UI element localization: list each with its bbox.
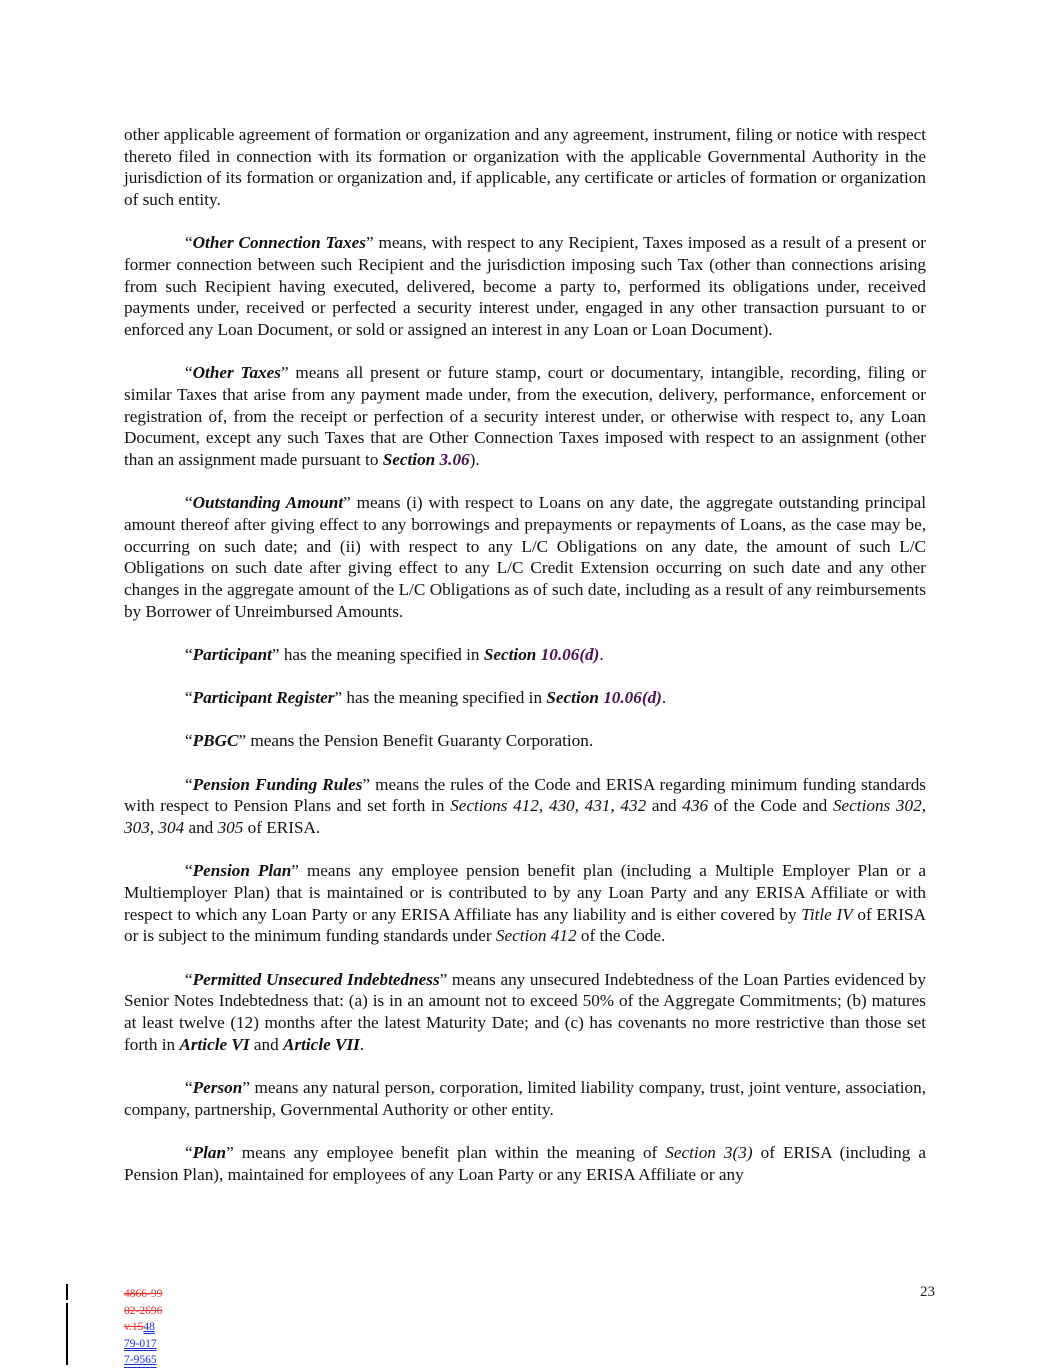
section-label: Section	[382, 450, 440, 470]
statutory-reference: 430	[548, 796, 575, 816]
body-text: “	[185, 1142, 193, 1162]
body-text: “	[185, 493, 193, 513]
body-text: “	[185, 1077, 193, 1097]
definition-pension-plan	[124, 860, 926, 947]
definition-formation-continuation	[124, 124, 926, 211]
deleted-text: 4866-99	[124, 1288, 163, 1300]
body-text: ,	[149, 818, 159, 838]
definition-plan	[124, 1142, 926, 1185]
defined-term: PBGC	[192, 731, 239, 751]
defined-term: Outstanding Amount	[192, 493, 344, 513]
body-text: of the Code and	[708, 796, 833, 816]
body-text: “	[185, 731, 193, 751]
body-text: ,	[538, 796, 549, 816]
body-text: ” means any employee pension benefit plan (including a Multiple Employer Plan or a Multiemployer Plan) that is maintained or is contributed to by any Loan Party and any ERISA Affiliate or with respect to which any Loan Party or any ERISA Affiliate has any liability and is either covered by	[124, 861, 926, 924]
body-text: and	[249, 1034, 283, 1054]
change-bar-top	[66, 1284, 68, 1300]
section-cross-reference-link[interactable]: 10.06(d)	[603, 688, 662, 708]
deleted-text: 02-2696	[124, 1304, 163, 1317]
body-text: of ERISA (including a Pension Plan), maintained for employees of any Loan Party or any ERISA Affiliate or any	[124, 1142, 926, 1184]
definition-other-connection-taxes	[124, 232, 926, 341]
doc-id-line	[124, 1286, 162, 1303]
statutory-reference: Title IV	[801, 904, 853, 924]
section-label: Section	[483, 645, 541, 665]
body-text: ” means the Pension Benefit Guaranty Corporation.	[238, 731, 594, 751]
defined-term: Article VI	[179, 1034, 250, 1054]
body-text: “	[185, 645, 193, 665]
definition-outstanding-amount	[124, 492, 926, 622]
definition-participant	[124, 644, 926, 666]
change-bar-bottom	[66, 1303, 68, 1365]
doc-id-line	[124, 1319, 162, 1336]
body-text: and	[646, 796, 683, 816]
statutory-reference: 303	[124, 818, 150, 838]
defined-term: Participant Register	[192, 688, 335, 708]
section-cross-reference-link[interactable]: 3.06	[439, 450, 470, 470]
body-text: “	[185, 774, 193, 794]
statutory-reference: 436	[682, 796, 709, 816]
section-cross-reference-link[interactable]: 10.06(d)	[540, 645, 600, 665]
definition-pbgc	[124, 730, 926, 752]
statutory-reference: Section 3(3)	[665, 1142, 753, 1162]
body-text: ,	[574, 796, 585, 816]
body-text: ” means (i) with respect to Loans on any date, the aggregate outstanding principal amount thereof after giving effect to any borrowings and prepayments or repayments of Loans, as the case may be, occurring on such date; and (ii) with respect to any L/C Obligations on any date, the amount of such L/C Obligations on such date after giving effect to any L/C Credit Extension occurring on such date and any other changes in the aggregate amount of the L/C Obligations as of such date, including as a result of any reimbursements by Borrower of Unreimbursed Amounts.	[124, 493, 926, 621]
page-number: 23	[920, 1284, 935, 1300]
inserted-text: 48	[143, 1321, 155, 1334]
defined-term: Pension Funding Rules	[192, 774, 363, 794]
body-text: “	[185, 363, 193, 383]
body-text: ,	[921, 796, 926, 816]
body-text: ).	[469, 450, 480, 470]
defined-term: Pension Plan	[192, 861, 292, 881]
definition-participant-register	[124, 687, 926, 709]
body-text: “	[185, 969, 193, 989]
document-page	[124, 124, 926, 1207]
definition-permitted-unsecured-indebtedness	[124, 969, 926, 1056]
statutory-reference: Section 412	[495, 926, 577, 946]
statutory-reference: 431	[584, 796, 611, 816]
body-text: and	[184, 818, 218, 838]
definition-pension-funding-rules	[124, 774, 926, 839]
body-text: ” means any unsecured Indebtedness of the Loan Parties evidenced by Senior Notes Indebtedness that: (a) is in an amount not to exceed 50% of the Aggregate Commitments; (b) matures at least twelve (12) months after the latest Maturity Date; and (c) has covenants no more restrictive than those set forth in	[124, 969, 926, 1054]
defined-term: Permitted Unsecured Indebtedness	[192, 969, 440, 989]
statutory-reference: Sections 302	[832, 796, 922, 816]
statutory-reference: 304	[158, 818, 185, 838]
body-text: “	[185, 233, 193, 253]
inserted-text: 7-9565	[124, 1354, 157, 1367]
doc-id-line	[124, 1336, 162, 1353]
body-text: ” means the rules of the Code and ERISA regarding minimum funding standards with respect to Pension Plans and set forth in	[124, 774, 926, 816]
body-text: .	[661, 688, 667, 708]
doc-id-line	[124, 1303, 162, 1320]
statutory-reference: 305	[217, 818, 244, 838]
defined-term: Participant	[192, 645, 272, 665]
footer-document-id	[124, 1286, 162, 1369]
doc-id-line	[124, 1352, 162, 1369]
statutory-reference: 432	[620, 796, 647, 816]
body-text: ” means, with respect to any Recipient, Taxes imposed as a result of a present or former connection between such Recipient and the jurisdiction imposing such Tax (other than connections arising from such Recipient having executed, delivered, become a party to, performed its obligations under, received payments under, received or perfected a security interest under, engaged in any other transaction pursuant to or enforced any Loan Document, or sold or assigned an interest in any Loan or Loan Document).	[124, 233, 927, 340]
inserted-text: 79-017	[124, 1337, 157, 1350]
body-text: of the Code.	[576, 926, 666, 946]
body-text: .	[599, 645, 604, 665]
defined-term: Article VII	[282, 1034, 360, 1054]
defined-term: Other Taxes	[192, 363, 281, 383]
statutory-reference: Sections 412	[450, 796, 539, 816]
body-text: of ERISA or is subject to the minimum funding standards under	[124, 904, 926, 946]
body-text: of ERISA.	[243, 818, 321, 838]
body-text: ” has the meaning specified in	[334, 688, 547, 708]
deleted-text: v.15	[124, 1321, 144, 1334]
defined-term: Other Connection Taxes	[192, 233, 366, 253]
definition-other-taxes	[124, 362, 926, 471]
body-text: .	[359, 1034, 365, 1054]
body-text: “	[185, 861, 193, 881]
body-text: ,	[610, 796, 621, 816]
body-text: ” means any natural person, corporation, limited liability company, trust, joint venture, association, company, partnership, Governmental Authority or other entity.	[124, 1077, 926, 1119]
definition-person	[124, 1077, 926, 1120]
section-label: Section	[546, 688, 604, 708]
body-text: ” has the meaning specified in	[271, 645, 484, 665]
body-text: ” means any employee benefit plan within the meaning of	[226, 1142, 666, 1162]
defined-term: Person	[192, 1077, 243, 1097]
body-text: other applicable agreement of formation or organization and any agreement, instrument, filing or notice with respect thereto filed in connection with its formation or organization with the applicable Governmental Authority in the jurisdiction of its formation or organization and, if applicable, any certificate or articles of formation or organization of such entity.	[124, 125, 926, 210]
defined-term: Plan	[192, 1142, 227, 1162]
body-text: “	[185, 688, 193, 708]
body-text: ” means all present or future stamp, court or documentary, intangible, recording, filing or similar Taxes that arise from any payment made under, from the execution, delivery, performance, enforcement or registration of, from the receipt or perfection of a security interest under, or otherwise with respect to, any Loan Document, except any such Taxes that are Other Connection Taxes imposed with respect to an assignment (other than an assignment made pursuant to	[124, 363, 926, 470]
